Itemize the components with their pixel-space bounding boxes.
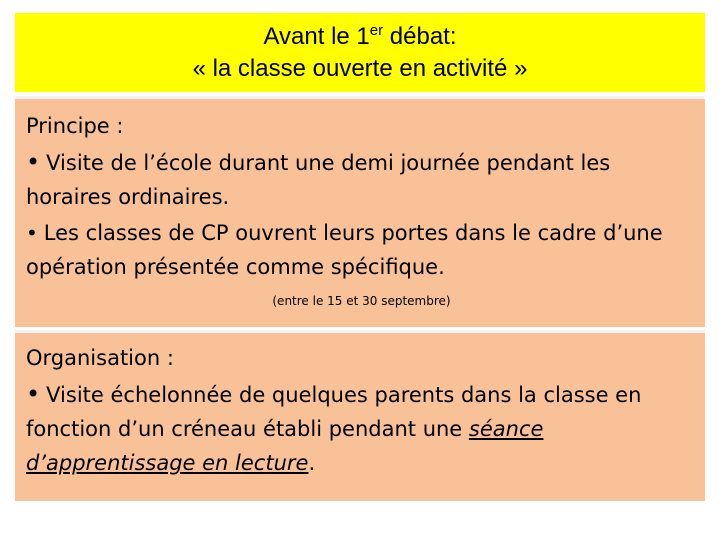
dates-note: (entre le 15 et 30 septembre): [272, 294, 451, 308]
organisation-panel: [15, 330, 705, 501]
title-superscript: er: [369, 22, 384, 39]
title-colon: :: [449, 23, 457, 50]
bullet-icon: •: [26, 148, 41, 176]
title-line-1: [15, 21, 705, 53]
principe-bullet-2: [26, 216, 697, 284]
principe-bullet-1-text: Visite de l’école durant une demi journée pendant les horaires ordinaires.: [26, 151, 611, 209]
bullet-icon: •: [26, 380, 41, 408]
organisation-heading: Organisation :: [26, 346, 174, 370]
organisation-bullet: [26, 377, 697, 480]
bullet-icon: •: [26, 221, 38, 245]
principe-bullet-2-text: Les classes de CP ouvrent leurs portes dans le cadre d’une opération présentée comme spécifique.: [26, 221, 663, 279]
organisation-bullet-end: .: [308, 451, 316, 475]
principe-bullet-1: [26, 145, 697, 214]
principe-panel: [15, 96, 705, 327]
title-line-2: « la classe ouverte en activité »: [192, 55, 528, 82]
title-banner: [15, 13, 705, 92]
organisation-bullet-text: Visite échelonnée de quelques parents dans la classe en fonction d’un créneau établi pendant une: [26, 383, 642, 441]
principe-heading: Principe :: [26, 114, 124, 138]
title-text-start: Avant le 1: [263, 23, 370, 50]
organisation-underlined-text: séance d’apprentissage en lecture: [26, 417, 544, 475]
title-text-end: débat: [383, 23, 450, 50]
